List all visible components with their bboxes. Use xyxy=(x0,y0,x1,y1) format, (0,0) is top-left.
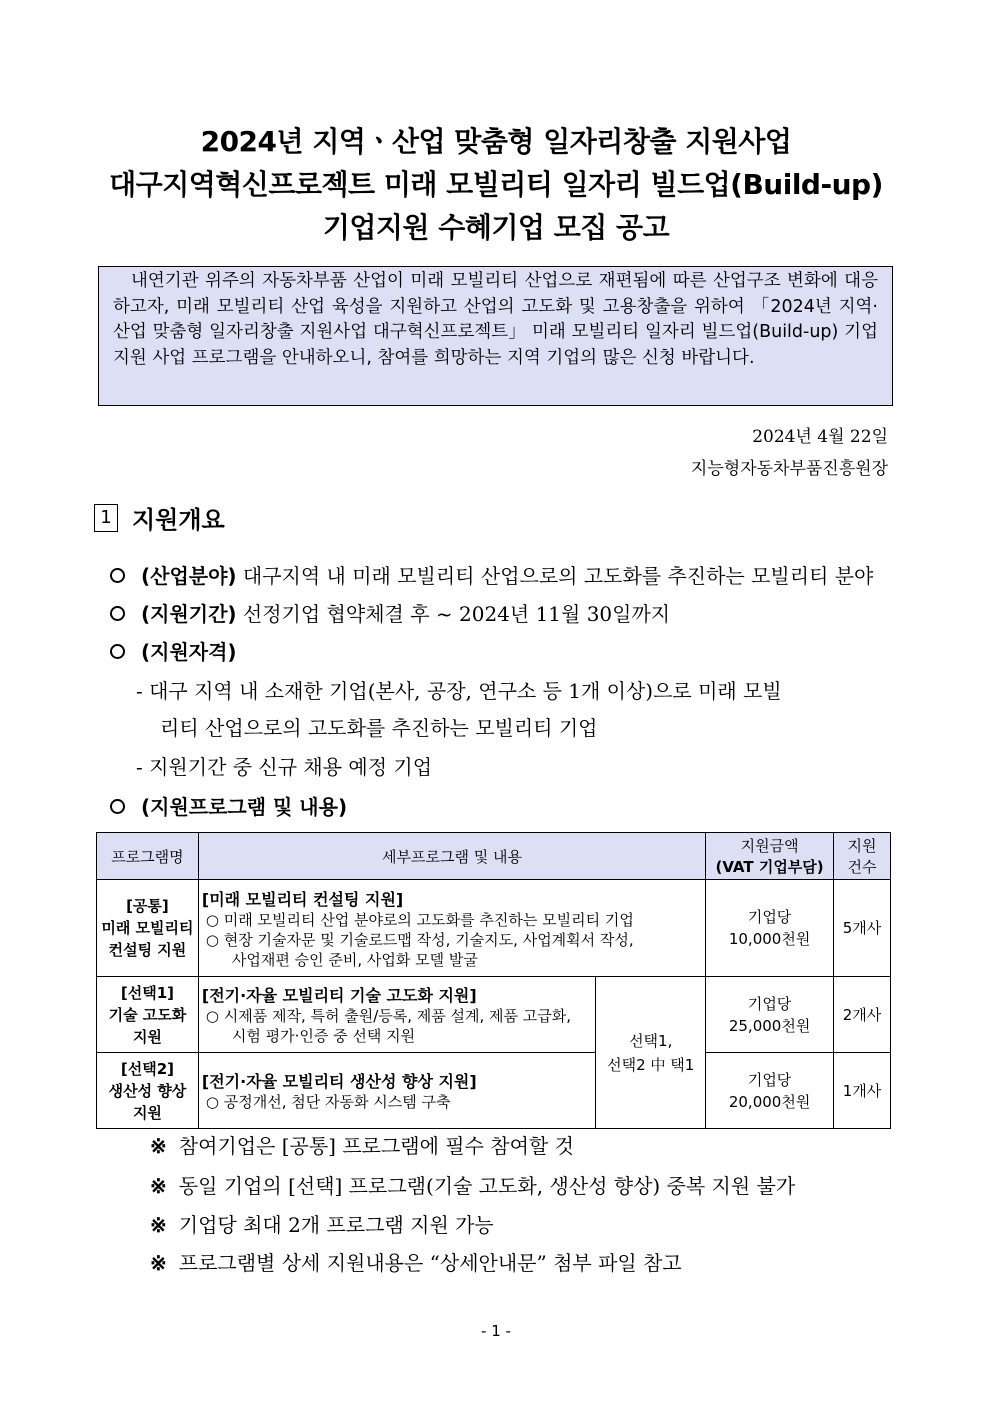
qualification-item-2: - 지원기간 중 신규 채용 예정 기업 xyxy=(136,755,433,779)
circle-bullet-icon xyxy=(110,644,125,659)
announcement-date: 2024년 4월 22일 xyxy=(752,427,888,447)
reference-mark-icon: ※ xyxy=(150,1174,167,1198)
reference-mark-icon: ※ xyxy=(150,1213,167,1237)
bullet-programs: (지원프로그램 및 내용) xyxy=(110,791,347,820)
program-name: [선택1] 기술 고도화 지원 xyxy=(97,977,199,1053)
title-line-3: 기업지원 수혜기업 모집 공고 xyxy=(322,211,670,244)
program-name: [공통] 미래 모빌리티 컨설팅 지원 xyxy=(97,880,199,977)
note-2: ※ 동일 기업의 [선택] 프로그램(기술 고도화, 생산성 향상) 중복 지원 불가 xyxy=(150,1174,796,1198)
choice-rule: 선택1, 선택2 中 택1 xyxy=(596,977,706,1129)
circle-bullet-icon xyxy=(110,799,125,814)
table-row xyxy=(97,1053,891,1129)
note-3: ※ 기업당 최대 2개 프로그램 지원 가능 xyxy=(150,1213,494,1237)
program-detail: [전기·자율 모빌리티 생산성 향상 지원] ○ 공정개선, 첨단 자동화 시스템 구축 xyxy=(198,1053,595,1129)
table-row xyxy=(97,880,891,977)
program-table xyxy=(96,832,891,1129)
bullet-period: (지원기간) 선정기업 협약체결 후 ~ 2024년 11월 30일까지 xyxy=(110,598,670,627)
header-count: 지원 건수 xyxy=(834,833,891,880)
title-line-2: 대구지역혁신프로젝트 미래 모빌리티 일자리 빌드업(Build-up) xyxy=(109,168,883,201)
title-line-1: 2024년 지역ㆍ산업 맞춤형 일자리창출 지원사업 xyxy=(200,125,792,158)
issuing-organization: 지능형자동차부품진흥원장 xyxy=(690,459,888,479)
program-count: 2개사 xyxy=(834,977,891,1053)
program-amount: 기업당 10,000천원 xyxy=(706,880,834,977)
program-detail: [미래 모빌리티 컨설팅 지원] ○ 미래 모빌리티 산업 분야로의 고도화를 추진하는 모빌리티 기업 ○ 현장 기술자문 및 기술로드맵 작성, 기술지도, 사업계획서 작성, 사업재편 승인 준비, 사업화 모델 발굴 xyxy=(198,880,705,977)
page-number: - 1 - xyxy=(481,1322,511,1340)
section-title: 지원개요 xyxy=(132,506,225,534)
bullet-industry: (산업분야) 대구지역 내 미래 모빌리티 산업으로의 고도화를 추진하는 모빌리티 분야 xyxy=(110,560,873,589)
reference-mark-icon: ※ xyxy=(150,1134,167,1158)
note-4: ※ 프로그램별 상세 지원내용은 “상세안내문” 첨부 파일 참고 xyxy=(150,1251,682,1275)
program-count: 1개사 xyxy=(834,1053,891,1129)
section-number: 1 xyxy=(94,504,118,532)
table-row xyxy=(97,977,891,1053)
circle-bullet-icon xyxy=(110,606,125,621)
intro-box: 내연기관 위주의 자동차부품 산업이 미래 모빌리티 산업으로 재편됨에 따른 산업구조 변화에 대응하고자, 미래 모빌리티 산업 육성을 지원하고 산업의 고도화 및 고용창출을 위하여 「2024년 지역·산업 맞춤형 일자리창출 지원사업 대구혁신프로젝트」 미래 모빌리티 일자리 빌드업(Build-up) 기업지원 사업 프로그램을 안내하오니, 참여를 희망하는 지역 기업의 많은 신청 바랍니다. xyxy=(98,266,893,406)
qualification-item-1-cont: 리티 산업으로의 고도화를 추진하는 모빌리티 기업 xyxy=(160,716,598,740)
circle-bullet-icon xyxy=(110,568,125,583)
section-heading xyxy=(94,500,225,535)
program-count: 5개사 xyxy=(834,880,891,977)
header-amount: 지원금액 (VAT 기업부담) xyxy=(706,833,834,880)
program-detail: [전기·자율 모빌리티 기술 고도화 지원] ○ 시제품 제작, 특허 출원/등록, 제품 설계, 제품 고급화, 시험 평가·인증 중 선택 지원 xyxy=(198,977,595,1053)
header-detail: 세부프로그램 및 내용 xyxy=(198,833,705,880)
program-name: [선택2] 생산성 향상 지원 xyxy=(97,1053,199,1129)
bullet-qualification: (지원자격) xyxy=(110,636,237,665)
program-amount: 기업당 20,000천원 xyxy=(706,1053,834,1129)
note-1: ※ 참여기업은 [공통] 프로그램에 필수 참여할 것 xyxy=(150,1134,574,1158)
table-header-row xyxy=(97,833,891,880)
program-amount: 기업당 25,000천원 xyxy=(706,977,834,1053)
qualification-item-1: - 대구 지역 내 소재한 기업(본사, 공장, 연구소 등 1개 이상)으로 미래 모빌 xyxy=(136,679,782,703)
header-program: 프로그램명 xyxy=(97,833,199,880)
reference-mark-icon: ※ xyxy=(150,1251,167,1275)
